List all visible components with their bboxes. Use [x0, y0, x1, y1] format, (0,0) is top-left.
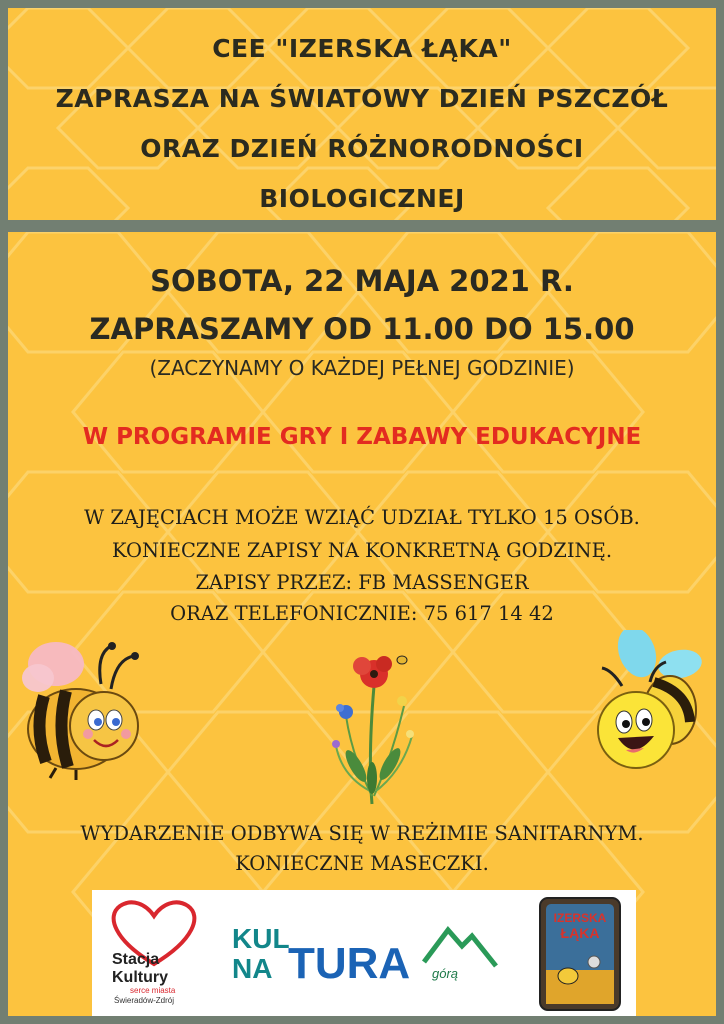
stacja-line-2: Kultury [112, 969, 168, 986]
header-line-1: CEE "IZERSKA ŁĄKA" [212, 34, 512, 63]
info-line-3: ZAPISY PRZEZ: FB MASSENGER [195, 571, 529, 594]
program-heading: W PROGRAMIE GRY I ZABAWY EDUKACYJNE [82, 424, 642, 450]
kultura-tura: TURA [288, 939, 411, 988]
izerska-laka-logo [540, 898, 620, 1010]
main-panel [8, 232, 716, 1016]
stacja-line-1: Stacja [112, 951, 160, 968]
event-hours: ZAPRASZAMY OD 11.00 DO 15.00 [89, 312, 635, 346]
event-note: (ZACZYNAMY O KAŻDEJ PEŁNEJ GODZINIE) [149, 356, 575, 380]
sponsor-logos [92, 890, 636, 1016]
header-panel [8, 8, 716, 220]
wildflowers-illustration [322, 646, 422, 806]
info-line-2: KONIECZNE ZAPISY NA KONKRETNĄ GODZINĘ. [111, 539, 613, 562]
stacja-line-3: serce miasta [130, 986, 176, 995]
sanitary-line-1: WYDARZENIE ODBYWA SIĘ W REŻIMIE SANITARNYM. [80, 822, 644, 845]
event-date: SOBOTA, 22 MAJA 2021 R. [150, 264, 574, 298]
info-line-1: W ZAJĘCIACH MOŻE WZIĄĆ UDZIAŁ TYLKO 15 OSÓB. [84, 506, 640, 529]
header-line-4: BIOLOGICZNEJ [259, 184, 465, 213]
kultura-na: NA [232, 953, 273, 984]
stacja-line-4: Świeradów-Zdrój [114, 996, 175, 1005]
stacja-kultury-logo [112, 902, 194, 1005]
sanitary-line-2: KONIECZNE MASECZKI. [235, 852, 489, 875]
left-bee-illustration [16, 634, 146, 784]
info-line-4: ORAZ TELEFONICZNIE: 75 617 14 42 [170, 602, 554, 625]
kultura-na-gora-logo [232, 923, 496, 988]
kultura-kul: KUL [232, 923, 290, 954]
header-line-3: ORAZ DZIEŃ RÓŻNORODNOŚCI [140, 134, 584, 163]
izerska-line-1: IZERSKA [553, 911, 607, 925]
kultura-gora: górą [432, 966, 459, 981]
right-bee-illustration [592, 630, 708, 780]
logos-strip [92, 890, 636, 1016]
izerska-line-2: ŁĄKA [560, 925, 600, 941]
header-line-2: ZAPRASZA NA ŚWIATOWY DZIEŃ PSZCZÓŁ [55, 84, 669, 113]
